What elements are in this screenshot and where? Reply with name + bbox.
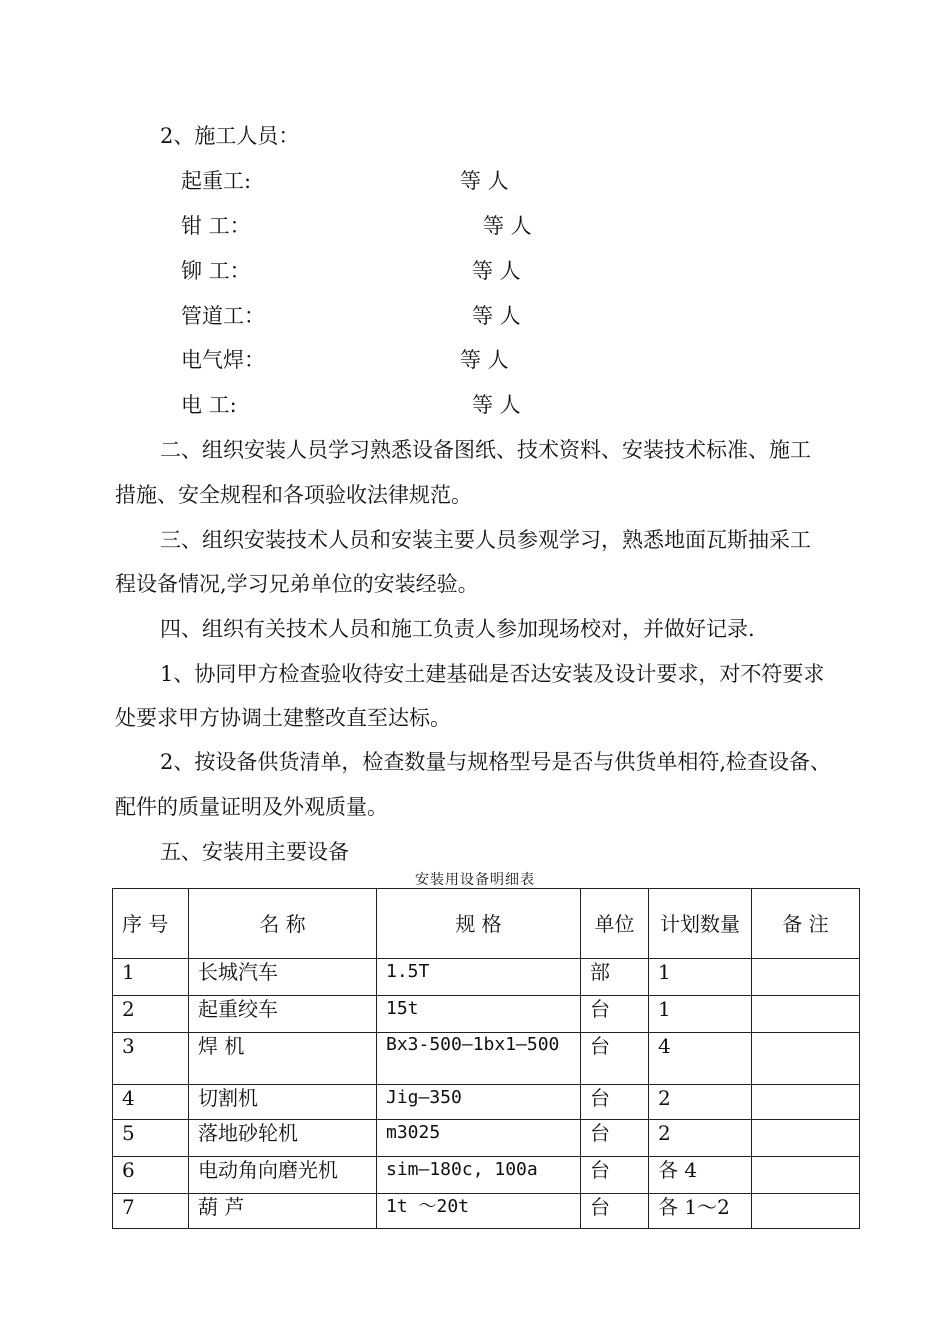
paragraph-line: 程设备情况,学习兄弟单位的安装经验。 [115,572,479,596]
cell-qty: 4 [649,1033,752,1085]
header-qty: 计划数量 [649,889,752,959]
cell-spec: 1.5T [377,959,581,996]
table-row [113,996,860,1033]
cell-seq: 6 [113,1157,189,1194]
section-heading: 五、安装用主要设备 [160,840,349,864]
role-label: 电气焊： [181,348,265,372]
cell-name: 切割机 [189,1085,377,1120]
role-label: 电 工: [181,393,237,417]
header-seq: 序 号 [113,889,189,959]
cell-qty: 2 [649,1120,752,1157]
role-count: 等 人 [460,169,509,193]
paragraph-line: 措施、安全规程和各项验收法律规范。 [115,483,472,507]
cell-qty: 1 [649,959,752,996]
cell-note [752,1120,860,1157]
cell-spec: Bx3-500—1bx1—500 [377,1033,581,1085]
cell-unit: 台 [581,1157,649,1194]
role-count: 等 人 [472,393,521,417]
cell-unit: 台 [581,1085,649,1120]
cell-unit: 台 [581,1194,649,1229]
cell-name: 电动角向磨光机 [189,1157,377,1194]
paragraph-line: 配件的质量证明及外观质量。 [115,795,388,819]
table-row [113,1033,860,1085]
cell-name: 落地砂轮机 [189,1120,377,1157]
header-spec: 规 格 [377,889,581,959]
role-label: 铆 工： [181,259,251,283]
cell-seq: 2 [113,996,189,1033]
cell-seq: 3 [113,1033,189,1085]
cell-qty: 1 [649,996,752,1033]
cell-name: 起重绞车 [189,996,377,1033]
header-note: 备 注 [752,889,860,959]
cell-note [752,1194,860,1229]
paragraph-line: 四、组织有关技术人员和施工负责人参加现场校对，并做好记录. [160,617,755,641]
cell-spec: Jig—350 [377,1085,581,1120]
cell-spec: sim—180c, 100a [377,1157,581,1194]
cell-qty: 各 4 [649,1157,752,1194]
cell-unit: 台 [581,996,649,1033]
table-header-row [113,889,860,959]
cell-seq: 4 [113,1085,189,1120]
cell-unit: 台 [581,1033,649,1085]
equipment-table [112,888,860,1229]
cell-qty: 2 [649,1085,752,1120]
cell-name: 焊 机 [189,1033,377,1085]
cell-spec: m3025 [377,1120,581,1157]
paragraph-line: 三、组织安装技术人员和安装主要人员参观学习，熟悉地面瓦斯抽采工 [160,528,811,552]
cell-note [752,1085,860,1120]
role-label: 钳 工： [181,214,251,238]
cell-note [752,959,860,996]
cell-note [752,1033,860,1085]
personnel-heading: 2、施工人员： [160,124,300,148]
cell-seq: 1 [113,959,189,996]
cell-spec: 1t ～20t [377,1194,581,1229]
cell-name: 长城汽车 [189,959,377,996]
table-row [113,1085,860,1120]
role-label: 起重工: [181,169,252,193]
table-caption: 安装用设备明细表 [415,872,535,888]
paragraph-line: 2、按设备供货清单，检查数量与规格型号是否与供货单相符,检查设备、 [160,750,832,774]
cell-note [752,996,860,1033]
header-unit: 单位 [581,889,649,959]
role-label: 管道工： [181,304,265,328]
cell-unit: 台 [581,1120,649,1157]
cell-seq: 7 [113,1194,189,1229]
table-row [113,1157,860,1194]
paragraph-line: 1、协同甲方检查验收待安土建基础是否达安装及设计要求，对不符要求 [160,662,825,686]
paragraph-line: 处要求甲方协调土建整改直至达标。 [115,706,451,730]
cell-name: 葫 芦 [189,1194,377,1229]
role-count: 等 人 [472,259,521,283]
table-row [113,1120,860,1157]
cell-note [752,1157,860,1194]
role-count: 等 人 [483,214,532,238]
table-row [113,1194,860,1229]
role-count: 等 人 [472,304,521,328]
cell-seq: 5 [113,1120,189,1157]
cell-unit: 部 [581,959,649,996]
role-count: 等 人 [460,348,509,372]
paragraph-line: 二、组织安装人员学习熟悉设备图纸、技术资料、安装技术标准、施工 [160,438,811,462]
header-name: 名 称 [189,889,377,959]
cell-qty: 各 1～2 [649,1194,752,1229]
cell-spec: 15t [377,996,581,1033]
table-row [113,959,860,996]
